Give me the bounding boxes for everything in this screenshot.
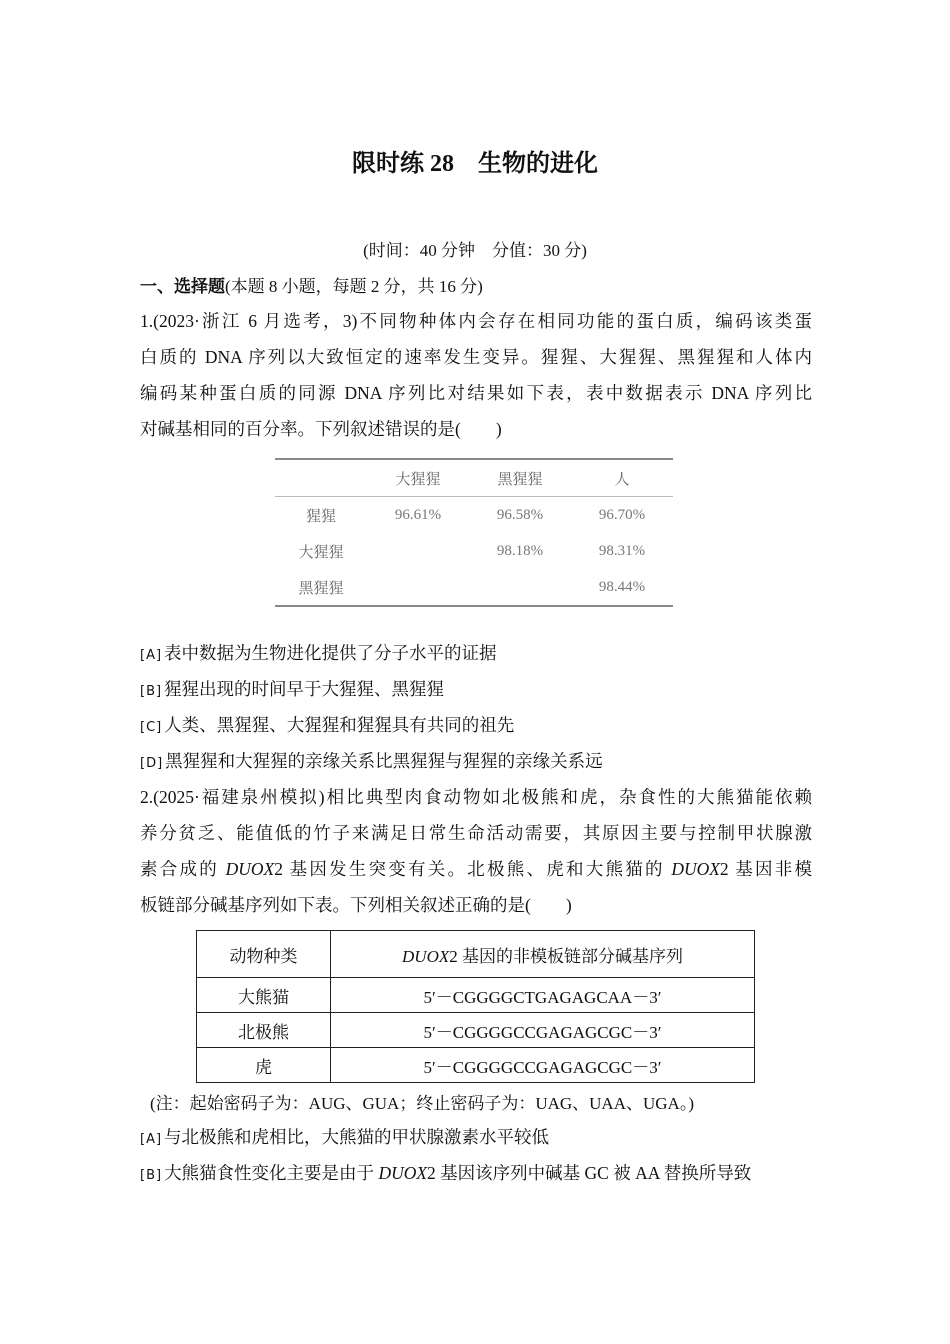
question-1-line: 对碱基相同的百分率。下列叙述错误的是( ) <box>140 419 502 439</box>
table-cell: 98.31% <box>598 542 646 559</box>
table-header-cell: 动物种类 <box>197 931 331 978</box>
animal-cell: 虎 <box>197 1048 331 1083</box>
gene-name: DUOX <box>225 859 275 879</box>
gene-name: DUOX <box>378 1163 428 1183</box>
row-label: 黑猩猩 <box>298 578 344 597</box>
duox2-sequence-table <box>196 930 755 1083</box>
table-row <box>197 1048 755 1083</box>
section-detail: (本题 8 小题，每题 2 分，共 16 分) <box>225 277 483 296</box>
table-cell <box>367 569 469 605</box>
text-segment: 2 基因发生突变有关。北极熊、虎和大熊猫的 <box>274 859 672 879</box>
question-1-option-b[interactable] <box>140 676 444 701</box>
option-tag: [C] <box>140 720 163 735</box>
option-text: 表中数据为生物进化提供了分子水平的证据 <box>164 643 497 663</box>
option-tag: [A] <box>140 1132 163 1147</box>
table-cell: 96.58% <box>496 506 544 523</box>
table-header-cell <box>331 931 755 978</box>
table-row <box>275 533 673 569</box>
option-text: 人类、黑猩猩、大猩猩和猩猩具有共同的祖先 <box>164 715 515 735</box>
dna-similarity-table <box>275 458 673 607</box>
option-tag: [D] <box>140 756 164 771</box>
section-label: 一、选择题 <box>140 277 225 296</box>
animal-cell: 北极熊 <box>197 1013 331 1048</box>
question-1-line: 白质的 DNA 序列以大致恒定的速率发生变异。猩猩、大猩猩、黑猩猩和人体内 <box>140 347 812 367</box>
option-text: 与北极熊和虎相比，大熊猫的甲状腺激素水平较低 <box>164 1127 550 1147</box>
title-topic: 生物的进化 <box>478 151 598 177</box>
table-row <box>197 1013 755 1048</box>
table-row <box>275 569 673 605</box>
option-tag: [A] <box>140 648 163 663</box>
animal-cell: 大熊猫 <box>197 978 331 1013</box>
table-cell: 96.61% <box>394 506 442 523</box>
table-cell: 98.18% <box>496 542 544 559</box>
table-header-cell <box>275 460 367 497</box>
row-label: 大猩猩 <box>298 542 344 561</box>
table-header-cell: 大猩猩 <box>395 469 441 488</box>
table-header-row <box>197 931 755 978</box>
table-row <box>197 978 755 1013</box>
question-1-option-a[interactable] <box>140 640 497 665</box>
table-header-cell: 黑猩猩 <box>497 469 543 488</box>
text-segment: 2 基因非模 <box>719 859 813 879</box>
sequence-cell: 5′－CGGGGCCGAGAGCGC－3′ <box>331 1048 755 1083</box>
option-text: 黑猩猩和大猩猩的亲缘关系比黑猩猩与猩猩的亲缘关系远 <box>165 751 603 771</box>
sequence-cell: 5′－CGGGGCCGAGAGCGC－3′ <box>331 1013 755 1048</box>
sequence-cell: 5′－CGGGGCTGAGAGCAA－3′ <box>331 978 755 1013</box>
table-cell <box>469 569 571 605</box>
title-number: 限时练 28 <box>352 151 454 177</box>
option-text: 2 基因该序列中碱基 GC 被 AA 替换所导致 <box>427 1163 752 1183</box>
question-2-option-b[interactable] <box>140 1160 751 1185</box>
table-row <box>275 497 673 534</box>
page-title <box>0 143 950 178</box>
section-heading <box>140 272 483 297</box>
question-2-line: 板链部分碱基序列如下表。下列相关叙述正确的是( ) <box>140 895 572 915</box>
table-cell: 98.44% <box>598 578 646 595</box>
option-tag: [B] <box>140 684 163 699</box>
question-2-line: 2.(2025·福建泉州模拟)相比典型肉食动物如北极熊和虎，杂食性的大熊猫能依赖 <box>140 787 812 807</box>
question-2-line: 养分贫乏、能值低的竹子来满足日常生命活动需要，其原因主要与控制甲状腺激 <box>140 823 812 843</box>
table-cell: 96.70% <box>598 506 646 523</box>
table-cell <box>367 533 469 569</box>
question-1-option-d[interactable] <box>140 748 603 773</box>
gene-name: DUOX <box>671 859 720 879</box>
time-score-info: (时间：40 分钟 分值：30 分) <box>363 241 587 260</box>
text-segment: 素合成的 <box>140 859 226 879</box>
option-text: 大熊猫食性变化主要是由于 <box>164 1163 379 1183</box>
question-2-stem <box>140 779 812 923</box>
table-header-row <box>275 460 673 497</box>
question-1-option-c[interactable] <box>140 712 514 737</box>
question-2-option-a[interactable] <box>140 1124 549 1149</box>
table-header-cell: 人 <box>614 469 630 488</box>
codon-note: (注：起始密码子为：AUG、GUA；终止密码子为：UAG、UAA、UGA。) <box>150 1094 694 1113</box>
header-text: 2 基因的非模板链部分碱基序列 <box>449 946 683 966</box>
question-1-stem <box>140 303 812 447</box>
option-tag: [B] <box>140 1168 163 1183</box>
question-2-line <box>140 851 812 887</box>
gene-name: DUOX <box>402 946 450 966</box>
option-text: 猩猩出现的时间早于大猩猩、黑猩猩 <box>164 679 445 699</box>
question-1-line: 编码某种蛋白质的同源 DNA 序列比对结果如下表，表中数据表示 DNA 序列比 <box>140 383 812 403</box>
row-label: 猩猩 <box>305 506 336 525</box>
question-1-line: 1.(2023·浙江 6 月选考，3)不同物种体内会存在相同功能的蛋白质，编码该类蛋 <box>140 311 812 331</box>
